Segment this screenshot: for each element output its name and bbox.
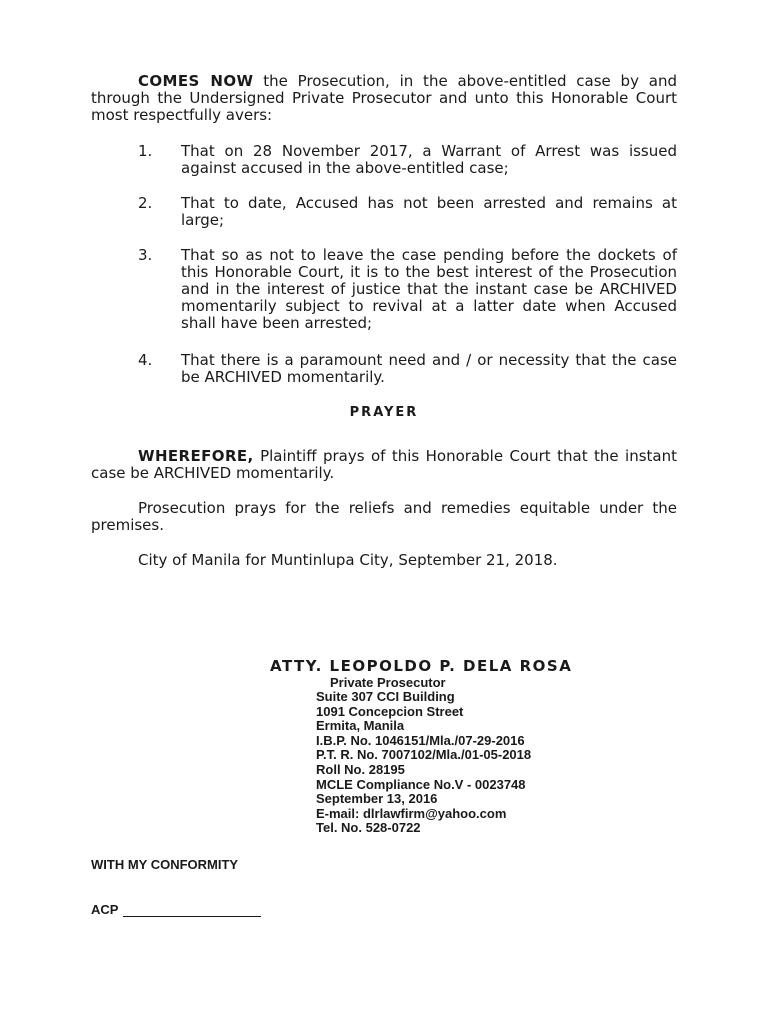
acp-signature-line: [91, 902, 261, 917]
signatory-detail-line: Tel. No. 528-0722: [316, 820, 421, 836]
wherefore-lead: WHEREFORE,: [138, 447, 254, 465]
signature-blank: [123, 904, 261, 917]
list-item-number: 4.: [138, 351, 153, 369]
signatory-detail-line: I.B.P. No. 1046151/Mla./07-29-2016: [316, 732, 525, 748]
signatory-detail-line: MCLE Compliance No.V - 0023748: [316, 776, 526, 792]
signatory-detail-line: E-mail: dlrlawfirm@yahoo.com: [316, 805, 507, 821]
signatory-title: Private Prosecutor: [330, 675, 446, 690]
intro-paragraph: [91, 73, 677, 124]
list-item-text: That there is a paramount need and / or necessity that the case be ARCHIVED momentarily.: [181, 351, 677, 386]
place-date-line: City of Manila for Muntinlupa City, September 21, 2018.: [138, 551, 558, 569]
list-item-number: 2.: [138, 194, 153, 212]
list-item-text: That so as not to leave the case pending before the dockets of this Honorable Court, it is to the best interest of the Prosecution and in the interest of justice that the instant case be ARCHIVED momentarily subject to revival at a latter date when Accused shall have been arrested;: [181, 246, 677, 332]
signatory-detail-line: Suite 307 CCI Building: [316, 689, 455, 704]
signatory-detail-line: Ermita, Manila: [316, 718, 405, 734]
intro-lead: COMES NOW: [138, 72, 254, 90]
list-item-text: That to date, Accused has not been arrested and remains at large;: [181, 194, 677, 229]
acp-label: ACP: [91, 902, 119, 917]
signatory-detail-line: 1091 Concepcion Street: [316, 703, 464, 719]
conformity-label: WITH MY CONFORMITY: [91, 857, 239, 872]
wherefore-text: Plaintiff prays of this Honorable Court that the instant case be ARCHIVED momentarily.: [91, 447, 677, 482]
list-item-number: 1.: [138, 142, 153, 160]
wherefore-paragraph: [91, 448, 677, 482]
signatory-details: [316, 690, 531, 836]
prayer-heading: PRAYER: [349, 405, 419, 420]
signatory-name: ATTY. LEOPOLDO P. DELA ROSA: [270, 657, 573, 675]
reliefs-paragraph: Prosecution prays for the reliefs and remedies equitable under the premises.: [91, 499, 677, 534]
list-item-number: 3.: [138, 246, 153, 264]
signatory-detail-line: September 13, 2016: [316, 791, 438, 807]
list-item-text: That on 28 November 2017, a Warrant of Arrest was issued against accused in the above-entitled case;: [181, 142, 677, 177]
signatory-detail-line: P.T. R. No. 7007102/Mla./01-05-2018: [316, 747, 532, 763]
intro-text: the Prosecution, in the above-entitled case by and through the Undersigned Private Prosecutor and unto this Honorable Court most respectfully avers:: [91, 72, 677, 124]
signatory-detail-line: Roll No. 28195: [316, 761, 405, 777]
